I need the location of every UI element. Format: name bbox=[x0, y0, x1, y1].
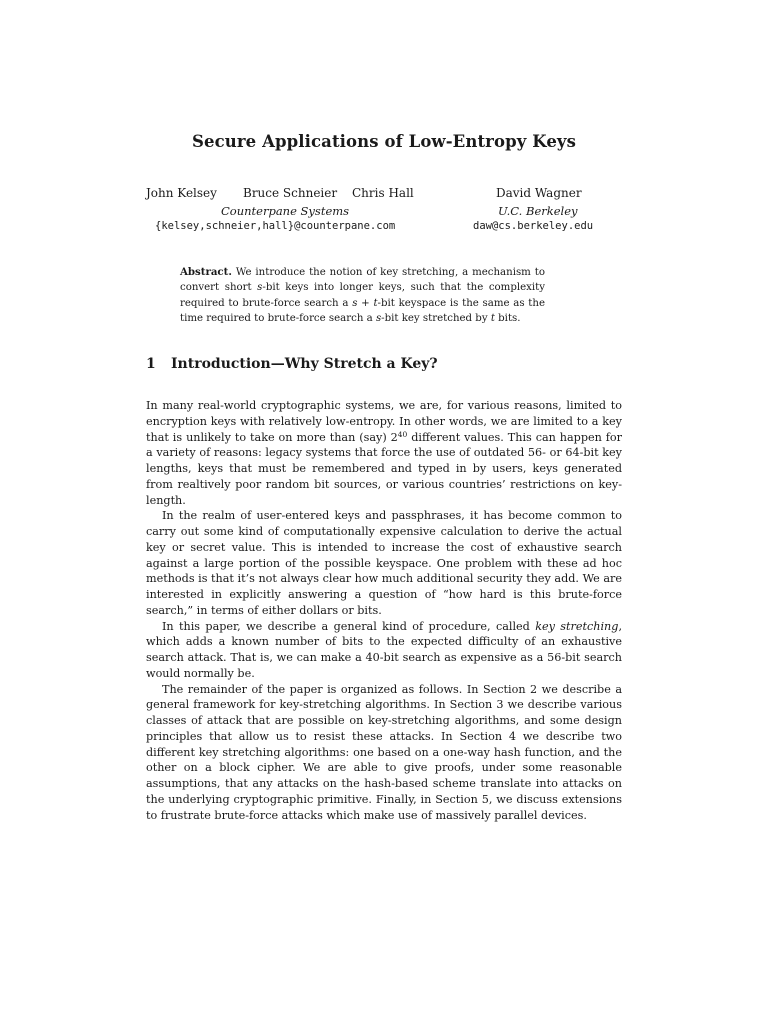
author-affiliation: Counterpane Systems bbox=[221, 204, 350, 218]
abstract-text: -bit key stretched by bbox=[381, 312, 491, 324]
abstract bbox=[180, 265, 545, 326]
math-expression: s + t bbox=[352, 297, 378, 309]
section-heading bbox=[146, 356, 622, 372]
section-number: 1 bbox=[146, 356, 156, 372]
abstract-text: bits. bbox=[494, 312, 521, 324]
emphasis: key stretching bbox=[535, 619, 619, 633]
paragraph-text: , which adds a known number of bits to the expected difficulty of an exhaustive search attack. That is, we can make a 40-bit search as expensive as a 56-bit search would normally be. bbox=[146, 619, 622, 680]
author-affiliation: U.C. Berkeley bbox=[498, 204, 578, 218]
paper-title: Secure Applications of Low-Entropy Keys bbox=[192, 132, 576, 151]
math-variable: s bbox=[257, 282, 263, 294]
exponent: 40 bbox=[397, 429, 408, 439]
author-name: John Kelsey bbox=[146, 186, 217, 200]
section-body bbox=[146, 398, 622, 823]
author-email: {kelsey,schneier,hall}@counterpane.com bbox=[155, 220, 396, 232]
paragraph-text: In many real-world cryptographic systems, we are, for various reasons, limited to encryption keys with relatively low-entropy. In other words, we are limited to a key that is unlikely to take on more than (say) 2 bbox=[146, 399, 622, 444]
paragraph: In the realm of user-entered keys and passphrases, it has become common to carry out some kind of computationally expensive calculation to derive the actual key or secret value. This is intended to increase the cost of exhaustive search against a large portion of the possible keyspace. One problem with these ad hoc methods is that it’s not always clear how much additional security they add. We are interested in explicitly answering a question of “how hard is this brute-force search,” in terms of either dollars or bits. bbox=[146, 509, 622, 617]
abstract-text: We introduce the notion of key stretching, a mechanism to convert short bbox=[180, 267, 545, 294]
author-name: Bruce Schneier bbox=[243, 186, 338, 200]
abstract-label: Abstract. bbox=[180, 266, 232, 278]
paragraph bbox=[146, 398, 622, 508]
abstract-text: -bit keys into longer keys, such that the complexity required to brute-force search a bbox=[180, 282, 545, 309]
section-title: Introduction—Why Stretch a Key? bbox=[171, 356, 438, 372]
paragraph bbox=[146, 619, 622, 682]
abstract-text: -bit keyspace is the same as the time required to brute-force search a bbox=[180, 297, 545, 324]
author-email: daw@cs.berkeley.edu bbox=[473, 220, 594, 232]
math-variable: s bbox=[375, 312, 382, 324]
math-variable: t bbox=[490, 312, 495, 324]
paragraph-text: different values. This can happen for a variety of reasons: legacy systems that force the use of outdated 56- or 64-bit key lengths, keys that must be remembered and typed in by users, keys generated from realtively poor random bit sources, or various countries’ restrictions on key-length. bbox=[146, 430, 622, 507]
paragraph-text: In this paper, we describe a general kind of procedure, called bbox=[162, 619, 536, 633]
paragraph: The remainder of the paper is organized as follows. In Section 2 we describe a general framework for key-stretching algorithms. In Section 3 we describe various classes of attack that are possible on key-stretching algorithms, and some design principles that allow us to resist these attacks. In Section 4 we describe two different key stretching algorithms: one based on a one-way hash function, and the other on a block cipher. We are able to give proofs, under some reasonable assumptions, that any attacks on the hash-based scheme translate into attacks on the underlying cryptographic primitive. Finally, in Section 5, we discuss extensions to frustrate brute-force attacks which make use of massively parallel devices. bbox=[146, 682, 622, 822]
author-name: Chris Hall bbox=[352, 186, 414, 200]
author-name: David Wagner bbox=[496, 186, 582, 200]
